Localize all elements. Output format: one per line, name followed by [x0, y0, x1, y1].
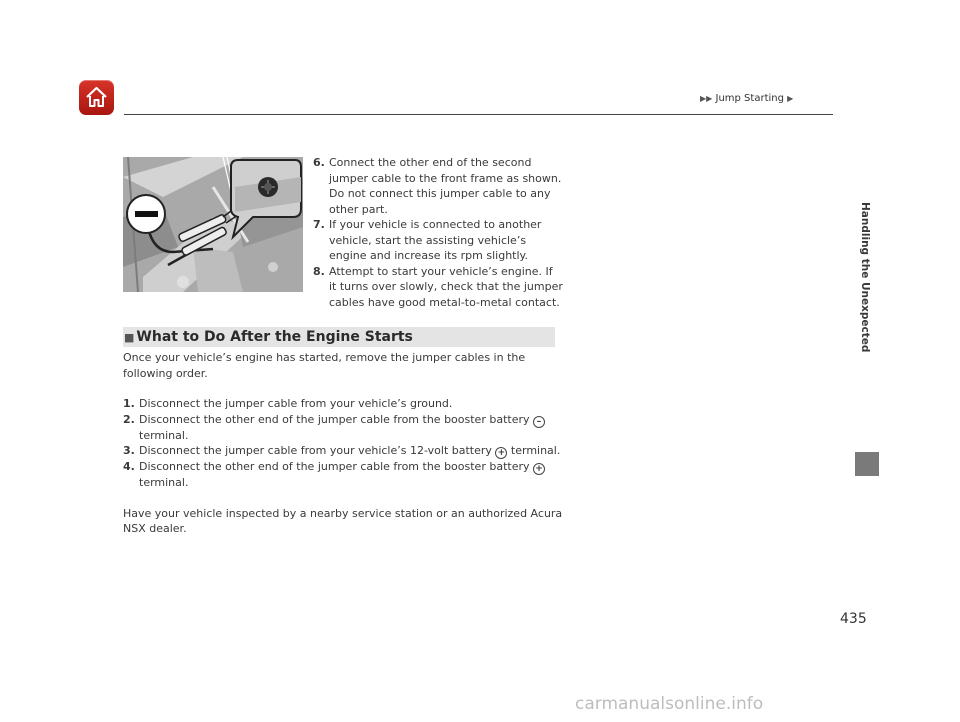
- step-text: [139, 459, 563, 491]
- step-text-end: terminal.: [139, 428, 189, 442]
- step-4: [123, 459, 563, 491]
- chapter-tab[interactable]: [855, 452, 879, 476]
- step-1: [123, 396, 563, 412]
- step-number: 3.: [123, 444, 135, 457]
- breadcrumb-arrows: ▶▶: [700, 94, 713, 103]
- breadcrumb-arrow: ▶: [787, 94, 794, 103]
- step-text-main: Disconnect the jumper cable from your vehicle’s ground.: [139, 397, 453, 410]
- section-marker-icon: ■: [124, 331, 135, 344]
- breadcrumb[interactable]: [700, 93, 793, 104]
- step-6: [313, 155, 563, 217]
- step-number: 8.: [313, 264, 325, 278]
- step-text: [139, 396, 563, 412]
- top-steps-list: [313, 155, 563, 310]
- section-title: What to Do After the Engine Starts: [136, 329, 413, 345]
- section-closing: Have your vehicle inspected by a nearby service station or an authorized Acura NSX dealer.: [123, 506, 563, 535]
- step-number: 2.: [123, 412, 135, 426]
- step-number: 1.: [123, 397, 135, 410]
- step-text: If your vehicle is connected to another vehicle, start the assisting vehicle’s engine and increase its rpm slightly.: [329, 218, 542, 262]
- step-text: Connect the other end of the second jumper cable to the front frame as shown. Do not connect this jumper cable to any other part.: [329, 156, 562, 216]
- step-text-main: Disconnect the jumper cable from your vehicle’s 12-volt battery: [139, 444, 496, 457]
- chapter-label: [855, 202, 875, 452]
- step-7: [313, 217, 563, 264]
- negative-terminal-icon: –: [533, 416, 545, 428]
- section-body: [123, 350, 563, 552]
- engine-bay-drawing: [123, 157, 303, 292]
- page-number: 435: [840, 611, 867, 627]
- chapter-label-text: Handling the Unexpected: [859, 202, 871, 353]
- step-text-end: terminal.: [507, 444, 561, 457]
- step-text: [139, 412, 563, 444]
- step-3: [123, 443, 563, 459]
- step-text-main: Disconnect the other end of the jumper cable from the booster battery: [139, 460, 533, 473]
- step-text-main: Disconnect the other end of the jumper cable from the booster battery: [139, 412, 533, 426]
- section-intro: Once your vehicle’s engine has started, remove the jumper cables in the following order.: [123, 351, 526, 380]
- step-number: 6.: [313, 156, 325, 169]
- positive-terminal-icon: +: [495, 447, 507, 459]
- header-rule: [124, 114, 833, 115]
- jumper-cable-illustration: [123, 157, 303, 292]
- step-number: 7.: [313, 218, 325, 231]
- watermark: carmanualsonline.info: [575, 694, 764, 714]
- step-8: [313, 264, 563, 311]
- home-button[interactable]: [79, 80, 114, 115]
- removal-steps-list: [123, 396, 563, 491]
- step-text-end: terminal.: [139, 476, 189, 489]
- step-text: Attempt to start your vehicle’s engine. If it turns over slowly, check that the jumper cables have good metal-to-metal contact.: [329, 264, 563, 309]
- positive-terminal-icon: +: [533, 463, 545, 475]
- step-text: [139, 443, 563, 459]
- home-icon: [84, 85, 109, 110]
- step-number: 4.: [123, 460, 135, 473]
- breadcrumb-link[interactable]: Jump Starting: [715, 93, 784, 104]
- step-2: [123, 412, 563, 444]
- section-heading: [123, 327, 555, 347]
